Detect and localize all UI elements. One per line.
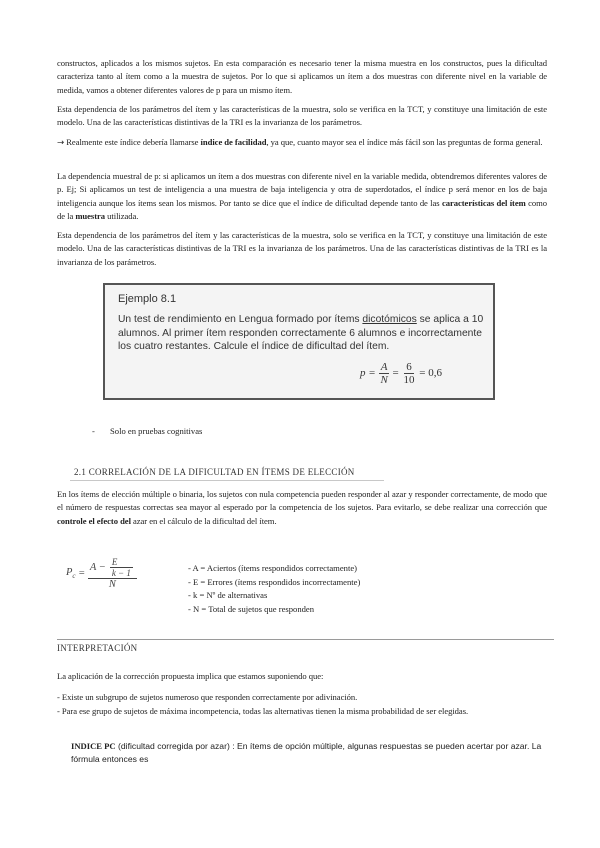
interpretation-divider <box>57 639 554 640</box>
example-formula: p = $\frac{A}{N}$ = $\frac{6}{10}$ = 0,6 <box>360 361 442 386</box>
paragraph-guessing-correction: En los ítems de elección múltiple o binaria, los sujetos con nula competencia pueden responder al azar y responder correctamente, de modo que el número de respuestas correctas sea mayor al esperado por la competencia de los sujetos. Para evitarlo, se debe realizar una corrección que controle el efecto del azar en el cálculo de la dificultad del ítem. <box>57 489 547 526</box>
section-divider <box>70 480 384 481</box>
paragraph-facility-index: → Realmente este índice debería llamarse índice de facilidad, ya que, cuanto mayor sea el índice más fácil son las preguntas de forma general. <box>57 137 543 148</box>
formula-legend <box>188 562 360 616</box>
legend-item: - E = Errores (ítems respondidos incorrectamente) <box>188 576 361 587</box>
example-title: Ejemplo 8.1 <box>118 293 177 305</box>
paragraph-assumption-intro: La aplicación de la corrección propuesta implica que estamos suponiendo que: <box>57 671 324 681</box>
legend-item: - k = Nº de alternativas <box>188 590 268 601</box>
section-heading: 2.1 CORRELACIÓN DE LA DIFICULTAD EN ÍTEMS DE ELECCIÓN <box>74 467 355 477</box>
example-body: Un test de rendimiento en Lengua formado por ítems dicotómicos se aplica a 10 alumnos. Al primer ítem responden correctamente 6 alumnos e incorrectamente los cuatro restantes. Calcule el índice de dificultad del ítem. <box>118 314 484 353</box>
paragraph-assumption-1: - Existe un subgrupo de sujetos numeroso que responden correctamente por adivinación. <box>57 692 358 702</box>
interpretation-heading: INTERPRETACIÓN <box>57 643 138 653</box>
paragraph-tct-limitation: Esta dependencia de los parámetros del ítem y las características de la muestra, solo se verifica en la TCT, y constituye una limitación de este modelo. Una de las características distintivas de la TRI es la invarianza de los parámetros. <box>57 104 547 128</box>
legend-item: - N = Total de sujetos que responden <box>188 603 315 614</box>
paragraph-tct-limitation-repeat: Esta dependencia de los parámetros del ítem y las características de la muestra, solo se verifica en la TCT, y constituye una limitación de este modelo. Una de las características distintivas de la TRI es la invarianza de los parámetros. Una de las características distintivas de la TRI es la invarianza de los parámetros. <box>57 230 547 267</box>
paragraph-sample-dependence: constructos, aplicados a los mismos sujetos. En esta comparación es necesario tener la misma muestra en los constructos, pues la dificultad caracteriza tanto al ítem como a la muestra de sujetos. Por lo que si aplicamos un ítem a dos muestras con diferente nivel en la variable de medida, vamos a obtener diferentes valores de p para un mismo ítem. <box>57 58 547 95</box>
facility-index-term: índice de facilidad <box>200 137 267 147</box>
bullet-dash: - <box>92 426 95 436</box>
legend-item: - A = Aciertos (ítems respondidos correctamente) <box>188 563 358 573</box>
pc-index-label: INDICE PC <box>71 741 116 751</box>
correction-formula: $P_c$ = A − $\frac{E}{k - 1}$ N <box>66 557 137 590</box>
paragraph-sample-dependence-p: La dependencia muestral de p: si aplicamos un ítem a dos muestras con diferente nivel en la variable medida, obtendremos diferentes valores de p. Ej; Si aplicamos un test de inteligencia a una muestra de baja inteligencia y otra de superdotados, el índice p será menor en los de baja inteligencia aunque los ítems sean los mismos. Por tanto se dice que el índice de dificultad depende tanto de las características del ítem como de la muestra utilizada. <box>57 171 548 221</box>
pc-index-paragraph: INDICE PC (dificultad corregida por azar) : En ítems de opción múltiple, algunas respuestas se pueden acertar por azar. La fórmula entonces es <box>71 741 542 764</box>
arrow-icon: → <box>57 138 65 148</box>
bullet-text: Solo en pruebas cognitivas <box>110 426 203 436</box>
paragraph-assumption-2: - Para ese grupo de sujetos de máxima incompetencia, todas las alternativas tienen la misma probabilidad de ser elegidas. <box>57 706 469 716</box>
example-box <box>103 283 495 400</box>
